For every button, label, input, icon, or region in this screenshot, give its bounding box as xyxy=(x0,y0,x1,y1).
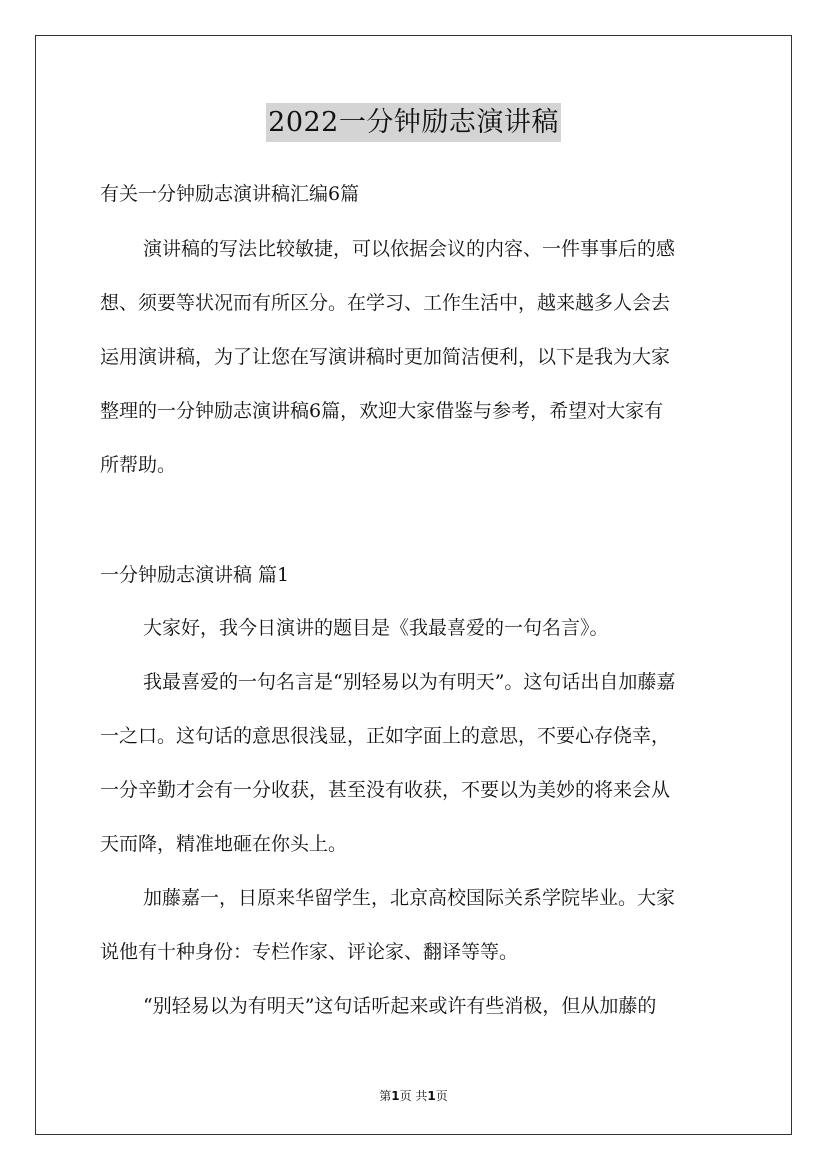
intro-line: 想、须要等状况而有所区分。在学习、工作生活中，越来越多人会去 xyxy=(100,292,671,314)
body-line: 一之口。这句话的意思很浅显，正如字面上的意思，不要心存侥幸， xyxy=(100,725,671,747)
footer-current-page: 1 xyxy=(391,1089,400,1103)
body-line: 天而降，精准地砸在你头上。 xyxy=(100,833,348,855)
body-line: 大家好，我今日演讲的题目是《我最喜爱的一句名言》。 xyxy=(143,617,609,639)
page-footer xyxy=(0,1087,827,1104)
body-line: “别轻易以为有明天”这句话听起来或许有些消极，但从加藤的 xyxy=(143,995,657,1017)
footer-suffix: 页 xyxy=(435,1089,448,1103)
footer-total-pages: 1 xyxy=(427,1089,436,1103)
intro-line: 演讲稿的写法比较敏捷，可以依据会议的内容、一件事事后的感 xyxy=(143,238,676,260)
body-line: 一分辛勤才会有一分收获，甚至没有收获，不要以为美妙的将来会从 xyxy=(100,779,671,801)
section-heading: 一分钟励志演讲稿 篇1 xyxy=(100,564,290,586)
document-subtitle: 有关一分钟励志演讲稿汇编6篇 xyxy=(100,183,360,205)
intro-line: 所帮助。 xyxy=(100,454,177,476)
body-line: 加藤嘉一，日原来华留学生，北京高校国际关系学院毕业。大家 xyxy=(143,887,676,909)
document-title-text: 2022一分钟励志演讲稿 xyxy=(266,103,561,142)
intro-line: 运用演讲稿，为了让您在写演讲稿时更加简洁便利，以下是我为大家 xyxy=(100,346,671,368)
body-line: 我最喜爱的一句名言是“别轻易以为有明天”。这句话出自加藤嘉 xyxy=(143,671,676,693)
document-title xyxy=(0,100,827,139)
body-line: 说他有十种身份：专栏作家、评论家、翻译等等。 xyxy=(100,941,519,963)
footer-prefix: 第 xyxy=(379,1089,392,1103)
intro-line: 整理的一分钟励志演讲稿6篇，欢迎大家借鉴与参考，希望对大家有 xyxy=(100,400,664,422)
footer-mid: 页 共 xyxy=(399,1089,428,1103)
